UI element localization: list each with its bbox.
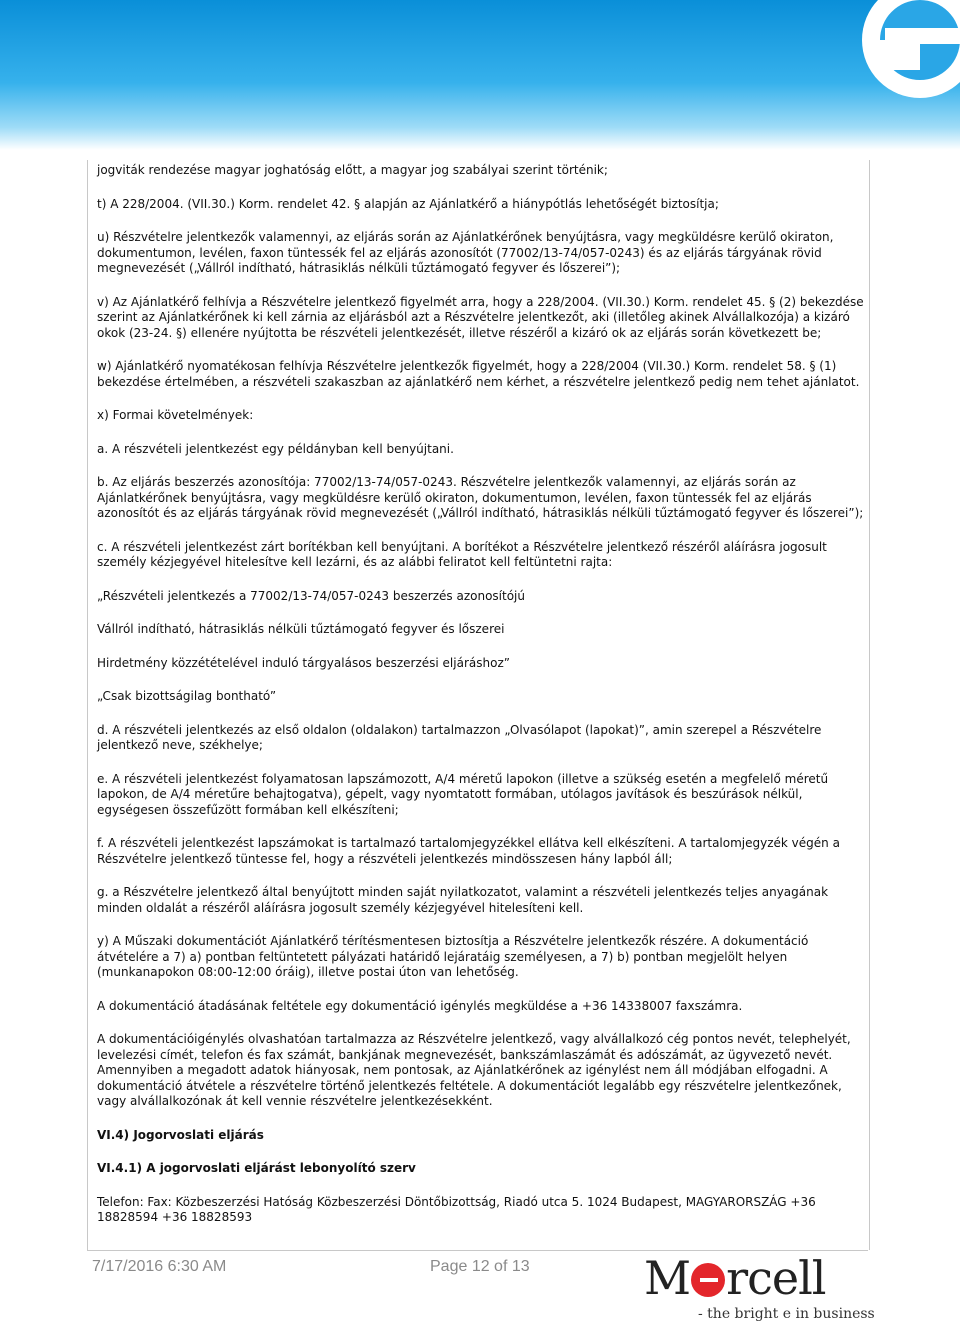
document-paragraph: Hirdetmény közzétételével induló tárgyalásos beszerzési eljáráshoz”	[97, 655, 510, 670]
brand-e-mark-icon	[691, 1263, 725, 1297]
header-band	[0, 0, 960, 150]
document-paragraph: a. A részvételi jelentkezést egy példányban kell benyújtani.	[97, 441, 454, 456]
document-paragraph: jogviták rendezése magyar joghatóság előtt, a magyar jog szabályai szerint történik;	[97, 163, 608, 177]
document-paragraph: „Csak bizottságilag bontható”	[97, 689, 277, 703]
brand-logo	[640, 1251, 875, 1324]
document-paragraph: d. A részvételi jelentkezés az első oldalon (oldalakon) tartalmazzon „Olvasólapot (lapokat)”, amin szerepel a Részvételre jelentkező neve, székhelye;	[97, 722, 826, 752]
document-paragraph: u) Részvételre jelentkezők valamennyi, az eljárás során az Ajánlatkérőnek benyújtásra, vagy megküldésre kerülő okiraton, dokumentumon, levélen, faxon tüntessék fel az eljárás azonosítót (77002/13-74/057-0243) és az eljárás tárgyának rövid megnevezését („Vállról indítható, hátrasiklás nélküli tűztámogató fegyver és lőszerei”);	[97, 230, 838, 275]
document-paragraph: Telefon: Fax: Közbeszerzési Hatóság Közbeszerzési Döntőbizottság, Riadó utca 5. 1024 Budapest, MAGYARORSZÁG +36 18828594 +36 18828593	[97, 1194, 820, 1224]
footer-page-number: Page 12 of 13	[430, 1258, 530, 1275]
document-paragraph: y) A Műszaki dokumentációt Ajánlatkérő térítésmentesen biztosítja a Részvételre jelentkezők részére. A dokumentáció átvételére a 7) a) pontban feltüntetett pályázati határidő lejáratáig személyesen, a 7) b) pontban megjelölt helyen (munkanapokon 08:00-12:00 óráig), illetve postai úton van lehetőség.	[97, 934, 813, 979]
brand-wordmark	[644, 1252, 826, 1304]
document-paragraph: f. A részvételi jelentkezést lapszámokat is tartalmazó tartalomjegyzékkel ellátva kell elkészíteni. A tartalomjegyzék végén a Részvételre jelentkező tüntesse fel, hogy a részvételi jelentkezés mindösszesen hány lapból áll;	[97, 836, 844, 866]
document-paragraph: g. a Részvételre jelentkező által benyújtott minden saját nyilatkozatot, valamint a részvételi jelentkezés teljes anyagának minden oldalát a részéről aláírásra jogosult személy kézjegyével hitelesíteni kell.	[97, 885, 832, 915]
section-heading: VI.4.1) A jogorvoslati eljárást lebonyolító szerv	[97, 1161, 416, 1175]
document-body	[97, 163, 868, 1244]
document-paragraph: e. A részvételi jelentkezést folyamatosan lapszámozott, A/4 méretű lapokon (illetve a szükség esetén a megfelelő méretű lapokon, de A/4 méretűre behajtogatva), gépelt, vagy nyomtatott formában, utólagos javítások és beszúrások nélkül, egységesen összefűzött formában kell elkészíteni;	[97, 771, 832, 817]
section-heading: VI.4) Jogorvoslati eljárás	[97, 1127, 264, 1142]
document-paragraph: t) A 228/2004. (VII.30.) Korm. rendelet 42. § alapján az Ajánlatkérő a hiánypótlás lehetőségét biztosítja;	[97, 196, 719, 211]
brand-e-icon	[810, 0, 960, 115]
brand-tagline: - the bright e in business	[698, 1306, 875, 1322]
document-paragraph: v) Az Ajánlatkérő felhívja a Részvételre jelentkező figyelmét arra, hogy a 228/2004. (VII.30.) Korm. rendelet 45. § (2) bekezdése szerint az Ajánlatkérőnek ki kell zárnia az eljárásból azt a Részvételre jelentkezőt, aki (illetőleg akinek Alvállalkozója) a kizáró okok (23-24. §) ellenére nyújtotta be részvételi jelentkezését, illetve részéről a kizáró ok az eljárás során következett be;	[97, 294, 868, 340]
brand-word-end: rcell	[726, 1251, 826, 1305]
document-paragraph: Vállról indítható, hátrasiklás nélküli tűztámogató fegyver és lőszerei	[97, 622, 505, 636]
document-paragraph: A dokumentáció átadásának feltétele egy dokumentáció igénylés megküldése a +36 14338007 faxszámra.	[97, 998, 743, 1013]
document-paragraph: b. Az eljárás beszerzés azonosítója: 77002/13-74/057-0243. Részvételre jelentkezők valamennyi, az eljárás során az Ajánlatkérőnek benyújtásra, vagy megküldésre kerülő okiraton, dokumentumon, levélen, faxon tüntessék fel az eljárás azonosítót és az eljárás tárgyának rövid megnevezését („Vállról indítható, hátrasiklás nélküli tűztámogató fegyver és lőszerei”);	[97, 475, 864, 520]
document-paragraph: A dokumentációigénylés olvashatóan tartalmazza az Részvételre jelentkező, vagy alvállalkozó cég pontos nevét, telephelyét, levelezési címét, telefon és fax számát, bankjának megnevezését, bankszámlaszámát és adószámát, az ügyvezető nevét. Amennyiben a megadott adatok hiányosak, nem pontosak, az Ajánlatkérőnek az igénylést nem áll módjában elfogadni. A dokumentáció átvétele a részvételre történő jelentkezés feltétele. A dokumentációt legalább egy részvételre jelentkezőnek, vagy alvállalkozónak át kell vennie részvételre jelentkezésekként.	[97, 1032, 855, 1108]
brand-word-start: M	[644, 1251, 691, 1305]
document-paragraph: „Részvételi jelentkezés a 77002/13-74/057-0243 beszerzés azonosítójú	[97, 588, 525, 603]
document-paragraph: w) Ajánlatkérő nyomatékosan felhívja Részvételre jelentkezők figyelmét, hogy a 228/2004 (VII.30.) Korm. rendelet 58. § (1) bekezdése értelmében, a részvételi szakaszban az ajánlatkérő nem kérhet, a részvételre jelentkező pedig nem tehet ajánlatot.	[97, 359, 860, 389]
footer-timestamp: 7/17/2016 6:30 AM	[92, 1258, 227, 1275]
document-paragraph: x) Formai követelmények:	[97, 408, 254, 422]
document-paragraph: c. A részvételi jelentkezést zárt borítékban kell benyújtani. A borítékot a Részvételre jelentkező részéről aláírásra jogosult személy kézjegyével hitelesítve kell lezárni, és az alábbi feliratot kell feltüntetni rajta:	[97, 539, 831, 569]
